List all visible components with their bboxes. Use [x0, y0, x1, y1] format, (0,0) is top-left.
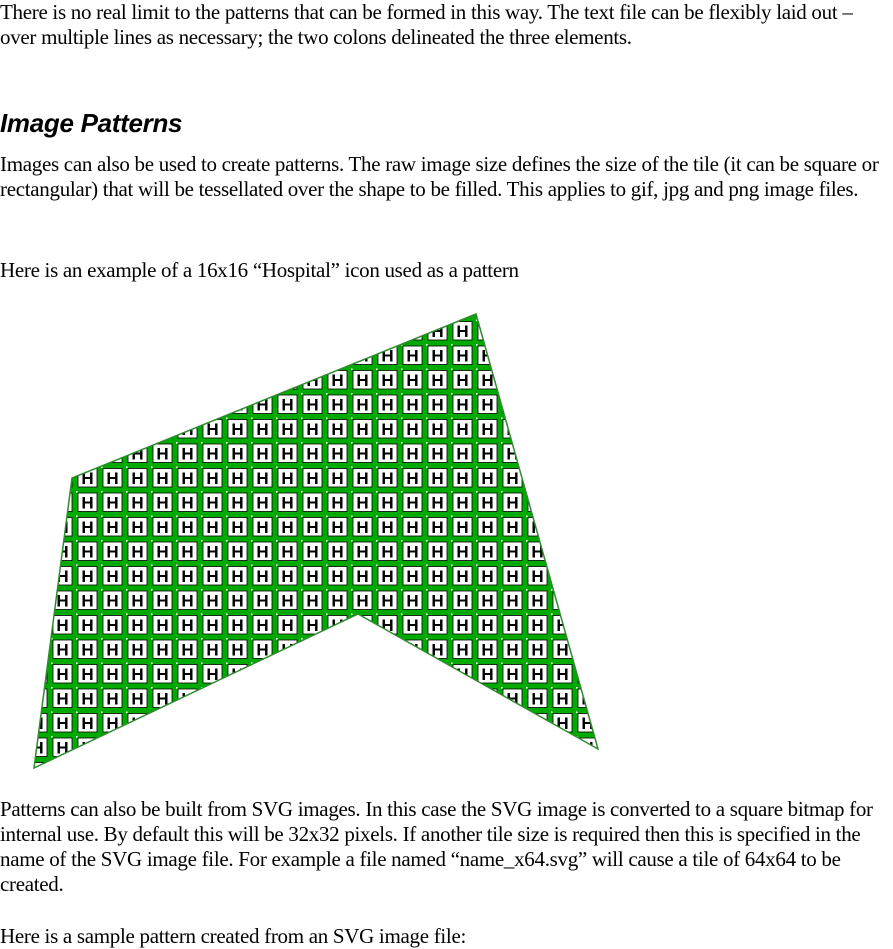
- hospital-pattern-figure: [0, 296, 640, 791]
- svg-example-intro: Here is a sample pattern created from an SVG image file:: [0, 924, 467, 948]
- section-heading: Image Patterns: [0, 108, 183, 138]
- intro-paragraph: There is no real limit to the patterns that can be formed in this way. The text file can be flexibly laid out – over multiple lines as necessary; the two colons delineated the three elements.: [0, 0, 853, 49]
- hospital-pattern-polygon: [0, 296, 640, 786]
- images-paragraph: Images can also be used to create patterns. The raw image size defines the size of the tile (it can be square or rectangular) that will be tessellated over the shape to be filled. This applies to gif, jpg and png image files.: [0, 152, 879, 201]
- example-intro: Here is an example of a 16x16 “Hospital” icon used as a pattern: [0, 258, 519, 282]
- svg-paragraph: Patterns can also be built from SVG images. In this case the SVG image is converted to a square bitmap for internal use. By default this will be 32x32 pixels. If another tile size is required then this is specified in the name of the SVG image file. For example a file named “name_x64.svg” will cause a tile of 64x64 to be created.: [0, 797, 873, 896]
